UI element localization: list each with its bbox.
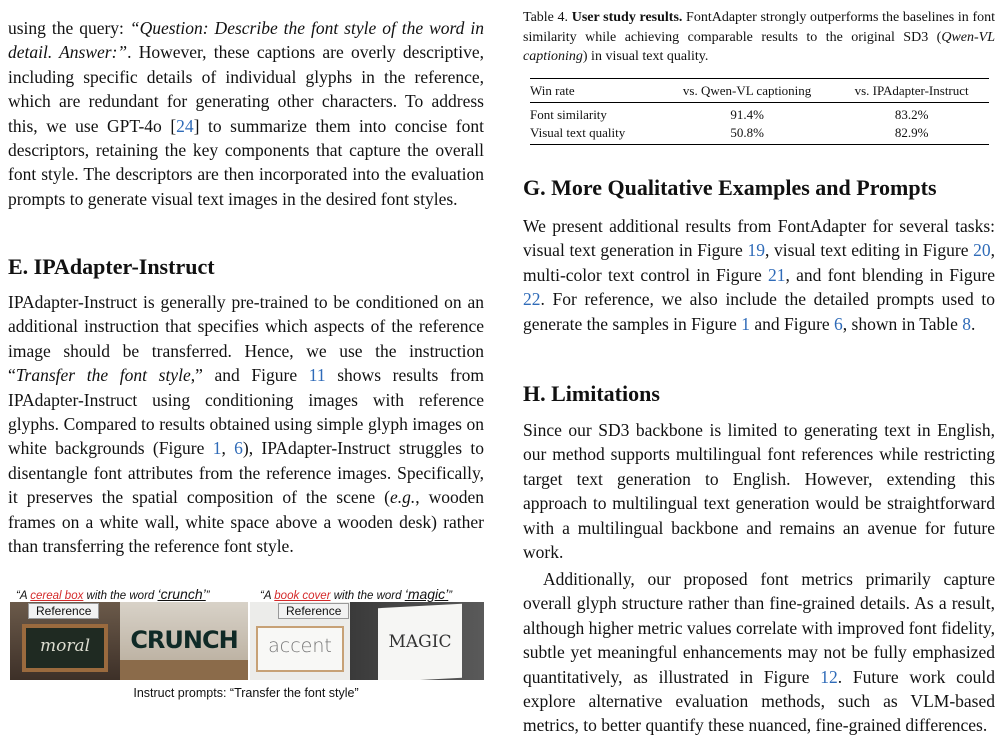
figure-link[interactable]: 20 (973, 240, 991, 261)
prompt-caption-2: “A book cover with the word ‘magic’” (260, 586, 453, 602)
reference-badge-1: Reference (28, 603, 99, 619)
reference-badge-2: Reference (278, 603, 349, 619)
figure-link[interactable]: 6 (234, 438, 243, 459)
figure-link[interactable]: 12 (820, 666, 838, 687)
table-cell: 50.8% (660, 124, 834, 145)
section-g-paragraph: We present additional results from FontAdapter for several tasks: visual text generation in Figure 19, visual text editing in Figure 20, multi-color text control in Figure 21, and font blending in Figure 22. For reference, we also include the detailed prompts used to generate the samples in Figure 1 and Figure 6, shown in Table 8. (523, 216, 996, 334)
section-e-heading: E. IPAdapter-Instruct (8, 254, 215, 279)
figure-link[interactable]: 21 (767, 264, 786, 285)
figure-link[interactable]: 1 (212, 438, 222, 459)
table-header-row (530, 79, 989, 103)
column-header: Win rate (530, 79, 660, 103)
section-h-heading: H. Limitations (523, 381, 660, 406)
accent-text: accent (268, 635, 332, 657)
table-row (530, 124, 989, 145)
citation-link[interactable]: 24 (176, 115, 194, 136)
table-caption: Table 4. User study results. FontAdapter strongly outperforms the baselines in font similarity while achieving comparable results to the original SD3 (Qwen-VL captioning) in visual text quality. (523, 10, 995, 64)
figure-link[interactable]: 22 (523, 289, 541, 310)
column-header: vs. Qwen-VL captioning (660, 79, 834, 103)
generated-image-crunch (120, 602, 248, 680)
figure-caption: Instruct prompts: “Transfer the font style” (133, 686, 359, 700)
intro-paragraph: using the query: “Question: Describe the font style of the word in detail. Answer:”. However, these captions are overly descriptive, including specific details of individual glyphs in the reference, which are redundant for generating other characters. To address this, we use GPT-4o [24] to summarize them into concise font descriptors, retaining the key components that capture the overall font style. The descriptors are then incorporated into the evaluation prompts to generate visual text images in the desired font styles. (8, 18, 484, 209)
user-study-table (530, 78, 989, 145)
section-g-heading: G. More Qualitative Examples and Prompts (523, 175, 937, 200)
row-label: Font similarity (530, 107, 607, 122)
generated-image-magic (350, 602, 484, 680)
figure-link[interactable]: 1 (741, 313, 750, 334)
chalk-text: moral (39, 636, 91, 656)
figure-link[interactable]: 11 (308, 365, 326, 386)
table-cell: 83.2% (894, 107, 929, 122)
limitations-paragraph-1: Since our SD3 backbone is limited to generating text in English, our method supports multilingual font references while restricting target text generation to English. However, extending this approach to multilingual text generation would be straightforward with a multilingual backbone and remains an avenue for future work. (523, 420, 995, 563)
crunch-text: CRUNCH (130, 626, 238, 654)
column-header: vs. IPAdapter-Instruct (834, 79, 989, 103)
figure-link[interactable]: 6 (834, 313, 843, 334)
section-e-paragraph: IPAdapter-Instruct is generally pre-trained to be conditioned on an additional instruction that specifies which aspects of the reference image should be transferred. Hence, we use the instruction “Transfer the font style,” and Figure 11 shows results from IPAdapter-Instruct using conditioning images with reference glyphs. Compared to results obtained using simple glyph images on white backgrounds (Figure 1, 6), IPAdapter-Instruct struggles to disentangle font attributes from the reference images. Specifically, it preserves the spatial composition of the scene (e.g., wooden frames on a white wall, white space above a wooden desk) rather than transferring the reference font style. (8, 292, 485, 557)
table-link[interactable]: 8 (962, 313, 972, 334)
table-row (530, 103, 989, 125)
row-label: Visual text quality (530, 124, 660, 145)
ipadapter-figure (8, 586, 484, 700)
table-cell: 82.9% (834, 124, 989, 145)
magic-text: MAGIC (388, 632, 452, 652)
prompt-caption-1: “A cereal box with the word ‘crunch’” (16, 586, 210, 602)
table-cell: 91.4% (730, 107, 764, 122)
limitations-paragraph-2: Additionally, our proposed font metrics primarily capture overall glyph structure rather than fine-grained details. As a result, although higher metric values correlate with improved font fidelity, subtle yet meaningful enhancements may not be fully emphasized quantitatively, as illustrated in Figure 12. Future work could explore alternative evaluation methods, such as VLM-based metrics, to better quantify these nuanced, fine-grained differences. (523, 569, 995, 736)
figure-link[interactable]: 19 (747, 240, 765, 261)
